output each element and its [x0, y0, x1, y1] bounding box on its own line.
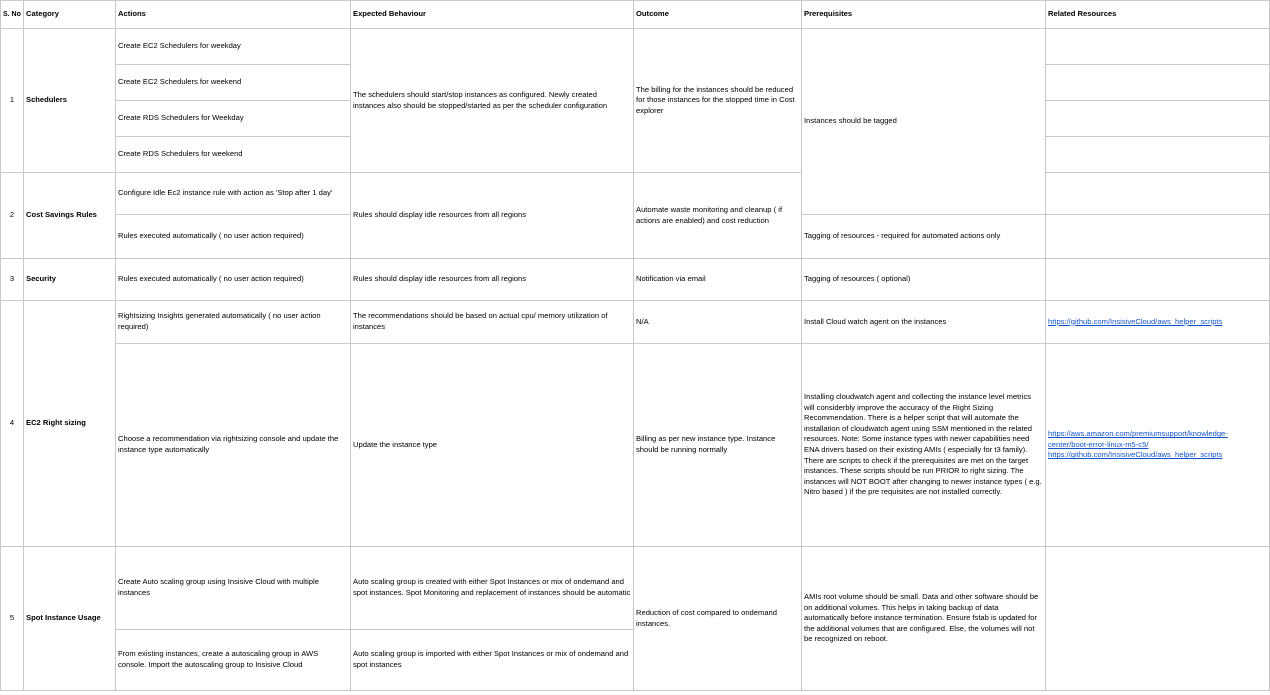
resource-link[interactable]: https://aws.amazon.com/premiumsupport/knowledge-center/boot-error-linux-m5-c5/ — [1048, 429, 1228, 449]
action-cell: Create RDS Schedulers for Weekday — [116, 101, 351, 137]
table-row — [1, 29, 1270, 65]
outcome-cell: Billing as per new instance type. Instance should be running normally — [634, 344, 802, 547]
resource-cell — [1046, 137, 1270, 173]
action-cell: Create EC2 Schedulers for weekend — [116, 65, 351, 101]
header-prereq: Prerequisites — [802, 1, 1046, 29]
resource-cell — [1046, 259, 1270, 301]
expected-cell: Auto scaling group is imported with either Spot Instances or mix of ondemand and spot instances — [351, 630, 634, 691]
action-cell: From existing instances, create a autoscaling group in AWS console. Import the autoscaling group to Insisive Cloud — [116, 630, 351, 691]
category-cell: Cost Savings Rules — [24, 173, 116, 259]
row-number: 3 — [1, 259, 24, 301]
outcome-cell: Notification via email — [634, 259, 802, 301]
outcome-cell: The billing for the instances should be reduced for those instances for the stopped time in Cost explorer — [634, 29, 802, 173]
action-cell: Rules executed automatically ( no user action required) — [116, 259, 351, 301]
header-outcome: Outcome — [634, 1, 802, 29]
header-expected: Expected Behaviour — [351, 1, 634, 29]
table-row — [1, 547, 1270, 630]
resource-cell — [1046, 173, 1270, 215]
expected-cell: The recommendations should be based on actual cpu/ memory utilization of instances — [351, 301, 634, 344]
prereq-cell: Tagging of resources - required for automated actions only — [802, 215, 1046, 259]
outcome-cell: N/A — [634, 301, 802, 344]
row-number: 4 — [1, 301, 24, 547]
category-cell: EC2 Right sizing — [24, 301, 116, 547]
action-cell: Configure Idle Ec2 instance rule with action as 'Stop after 1 day' — [116, 173, 351, 215]
resource-link[interactable]: https://github.com/InsisiveCloud/aws_helper_scripts — [1048, 316, 1223, 326]
table-row — [1, 173, 1270, 215]
expected-cell: Rules should display idle resources from all regions — [351, 173, 634, 259]
resource-cell — [1046, 215, 1270, 259]
action-cell: Rightsizing Insights generated automatically ( no user action required) — [116, 301, 351, 344]
resource-cell — [1046, 29, 1270, 65]
header-sno: S. No — [1, 1, 24, 29]
table-row — [1, 259, 1270, 301]
expected-cell: Auto scaling group is created with either Spot Instances or mix of ondemand and spot instances. Spot Monitoring and replacement of instances should be automatic — [351, 547, 634, 630]
prereq-cell: Instances should be tagged — [802, 29, 1046, 215]
resource-cell — [1046, 65, 1270, 101]
action-cell: Rules executed automatically ( no user action required) — [116, 215, 351, 259]
resource-cell — [1046, 301, 1270, 344]
category-cell: Security — [24, 259, 116, 301]
row-number: 1 — [1, 29, 24, 173]
outcome-cell: Automate waste monitoring and cleanup ( if actions are enabled) and cost reduction — [634, 173, 802, 259]
category-cell: Schedulers — [24, 29, 116, 173]
expected-cell: Update the instance type — [351, 344, 634, 547]
resource-link[interactable]: https://github.com/InsisiveCloud/aws_helper_scripts — [1048, 450, 1223, 460]
header-actions: Actions — [116, 1, 351, 29]
resource-cell — [1046, 101, 1270, 137]
action-cell: Create RDS Schedulers for weekend — [116, 137, 351, 173]
table-row — [1, 344, 1270, 547]
action-cell: Create Auto scaling group using Insisive Cloud with multiple instances — [116, 547, 351, 630]
header-row — [1, 1, 1270, 29]
resource-cell — [1046, 344, 1270, 547]
prereq-cell: Tagging of resources ( optional) — [802, 259, 1046, 301]
header-resources: Related Resources — [1046, 1, 1270, 29]
resource-cell — [1046, 547, 1270, 691]
table-row — [1, 301, 1270, 344]
prereq-cell: Installing cloudwatch agent and collecting the instance level metrics will considerbly improve the accuracy of the Right Sizing Recommendation. There is a helper script that will automate the installation of cloudwatch agent using SSM mentioned in the related resources. Note: Some instance types with newer capabilities need ENA drivers based on their existing AMIs ( especially for t3 family). There are scripts to check if the prerequisites are met on the target instances. These scripts should be run PRIOR to right sizing. The instances will NOT BOOT after changing to newer instance types ( e.g. Nitro based ) if the pre requisites are not installed correctly. — [802, 344, 1046, 547]
outcome-cell: Reduction of cost compared to ondemand instances. — [634, 547, 802, 691]
expected-cell: The schedulers should start/stop instances as configured. Newly created instances also should be stopped/started as per the scheduler configuration — [351, 29, 634, 173]
expected-cell: Rules should display idle resources from all regions — [351, 259, 634, 301]
action-cell: Choose a recommendation via rightsizing console and update the instance type automatically — [116, 344, 351, 547]
category-cell: Spot Instance Usage — [24, 547, 116, 691]
action-cell: Create EC2 Schedulers for weekday — [116, 29, 351, 65]
row-number: 5 — [1, 547, 24, 691]
prereq-cell: Install Cloud watch agent on the instances — [802, 301, 1046, 344]
prereq-cell: AMIs root volume should be small. Data and other software should be on additional volumes. This helps in taking backup of data automatically before instance termination. Ensure fstab is updated for the additional volumes that are configured. Else, the volumes will not be recognized on reboot. — [802, 547, 1046, 691]
header-category: Category — [24, 1, 116, 29]
row-number: 2 — [1, 173, 24, 259]
